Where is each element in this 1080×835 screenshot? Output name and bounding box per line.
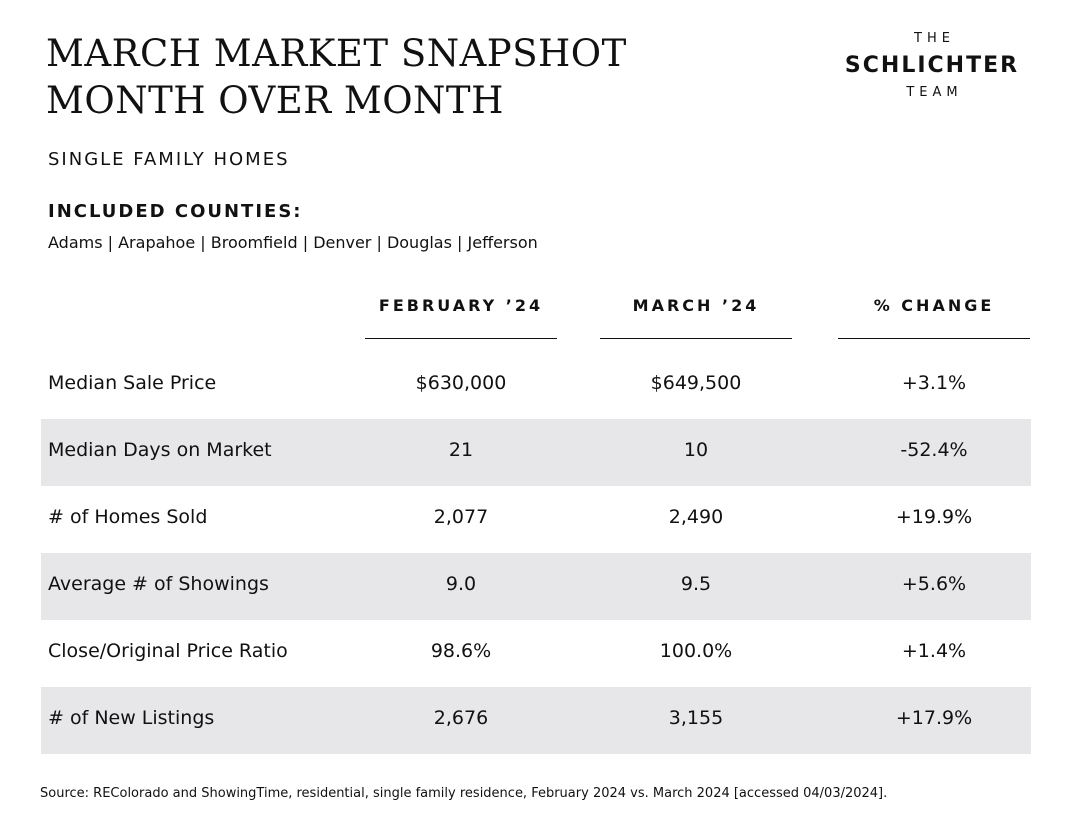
logo-main-text: SCHLICHTER [844,53,1020,78]
column-header-underline [365,338,557,339]
property-type-heading: SINGLE FAMILY HOMES [48,149,290,170]
column-header-change: % CHANGE [873,296,995,315]
table-row [41,486,1031,553]
table-row [41,620,1031,687]
table-row [41,553,1031,620]
counties-list: Adams | Arapahoe | Broomfield | Denver | Douglas | Jefferson [48,233,538,252]
february-value: 2,077 [433,506,489,528]
february-value: 21 [448,439,474,461]
row-label: Average # of Showings [48,573,269,595]
february-value: 9.0 [445,573,477,595]
march-value: 2,490 [668,506,724,528]
row-label: Median Days on Market [48,439,272,461]
market-stats-table [41,352,1031,754]
row-label: Median Sale Price [48,372,217,394]
page-title [46,30,627,124]
change-value: +5.6% [901,573,967,595]
march-value: $649,500 [650,372,742,394]
logo-bottom-text: TEAM [906,85,963,100]
row-label: # of New Listings [48,707,215,729]
column-header-underline [600,338,792,339]
change-value: +19.9% [895,506,973,528]
title-line-1: MARCH MARKET SNAPSHOT [46,32,627,75]
counties-heading: INCLUDED COUNTIES: [48,201,303,222]
change-value: +1.4% [901,640,967,662]
change-value: +3.1% [901,372,967,394]
change-value: -52.4% [900,439,968,461]
table-row [41,687,1031,754]
table-row [41,419,1031,486]
march-value: 100.0% [659,640,733,662]
february-value: $630,000 [415,372,507,394]
february-value: 98.6% [430,640,492,662]
column-header-underline [838,338,1030,339]
column-header-march: MARCH ’24 [632,296,760,315]
table-row [41,352,1031,419]
march-value: 10 [683,439,709,461]
march-value: 3,155 [668,707,724,729]
row-label: Close/Original Price Ratio [48,640,288,662]
change-value: +17.9% [895,707,973,729]
source-note: Source: REColorado and ShowingTime, residential, single family residence, February 2024 vs. March 2024 [accessed 04/03/2024]. [40,786,888,801]
row-label: # of Homes Sold [48,506,208,528]
title-line-2: MONTH OVER MONTH [46,79,504,122]
march-value: 9.5 [680,573,712,595]
logo-top-text: THE [914,31,955,46]
february-value: 2,676 [433,707,489,729]
column-header-february: FEBRUARY ’24 [378,296,544,315]
team-logo [832,30,1032,102]
